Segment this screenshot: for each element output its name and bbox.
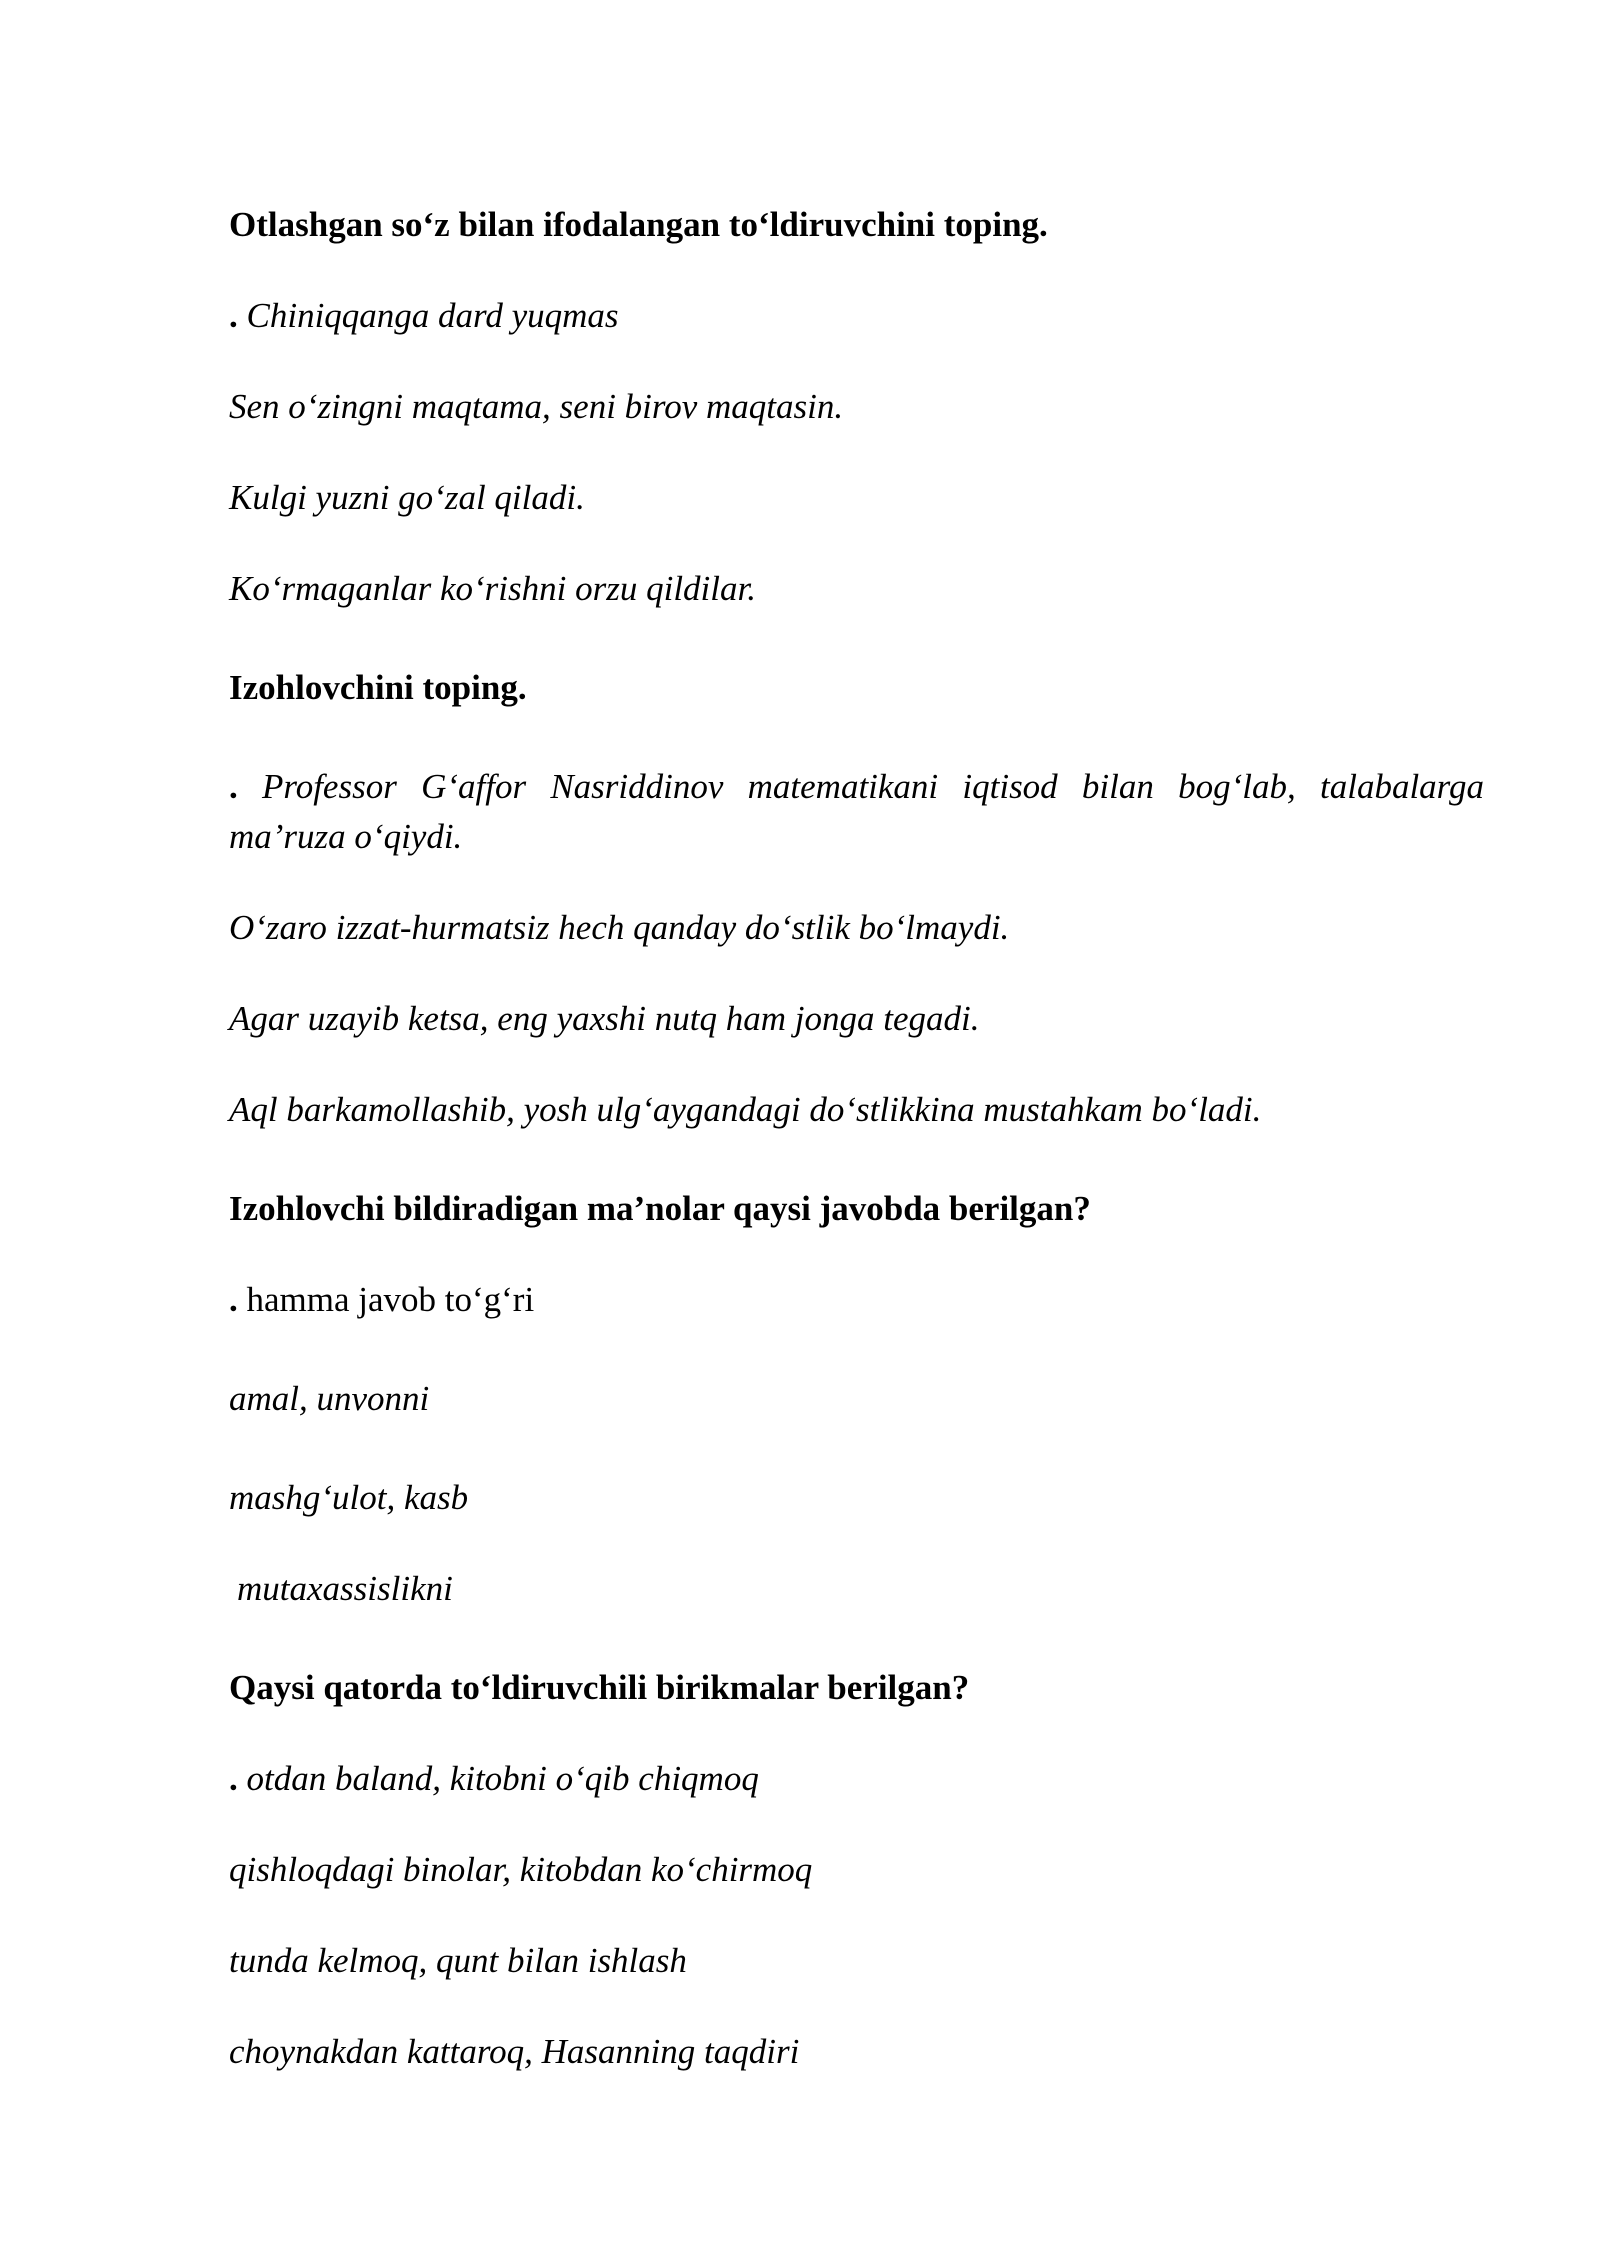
question-4-option-4: choynakdan kattaroq, Hasanning taqdiri [229,2032,800,2071]
option-marker: . [229,296,238,335]
question-4-title: Qaysi qatorda to‘ldiruvchili birikmalar berilgan? [229,1668,970,1707]
question-4-option-3: tunda kelmoq, qunt bilan ishlash [229,1941,687,1980]
question-1-title: Otlashgan so‘z bilan ifodalangan to‘ldiruvchini toping. [229,205,1048,244]
question-3-option-3: mashg‘ulot, kasb [229,1478,469,1517]
question-3-title: Izohlovchi bildiradigan ma’nolar qaysi javobda berilgan? [229,1189,1091,1228]
document-page [229,200,1484,2077]
option-marker: . [229,767,238,806]
question-2-option-3: Agar uzayib ketsa, eng yaxshi nutq ham jonga tegadi. [229,999,980,1038]
question-4-option-1: . otdan baland, kitobni o‘qib chiqmoq [229,1759,759,1798]
question-4-option-2: qishloqdagi binolar, kitobdan ko‘chirmoq [229,1850,813,1889]
question-1-option-1: . Chiniqqanga dard yuqmas [229,296,619,335]
question-2-title: Izohlovchini toping. [229,668,527,707]
question-1-option-2: Sen o‘zingni maqtama, seni birov maqtasin. [229,387,844,426]
option-marker: . [229,1759,238,1798]
question-1-option-4: Ko‘rmaganlar ko‘rishni orzu qildilar. [229,569,756,608]
question-3-option-4: mutaxassislikni [237,1569,453,1608]
question-2-option-1: . Professor G‘affor Nasriddinov matematikani iqtisod bilan bog‘lab, talabalarga ma’ruza o‘qiydi. [229,767,1484,856]
question-1-option-3: Kulgi yuzni go‘zal qiladi. [229,478,585,517]
option-marker: . [229,1280,238,1319]
question-3-option-2: amal, unvonni [229,1379,430,1418]
question-3-option-1: . hamma javob to‘g‘ri [229,1280,535,1319]
question-2-option-4: Aql barkamollashib, yosh ulg‘aygandagi do‘stlikkina mustahkam bo‘ladi. [229,1090,1262,1129]
question-2-option-2: O‘zaro izzat-hurmatsiz hech qanday do‘stlik bo‘lmaydi. [229,908,1010,947]
